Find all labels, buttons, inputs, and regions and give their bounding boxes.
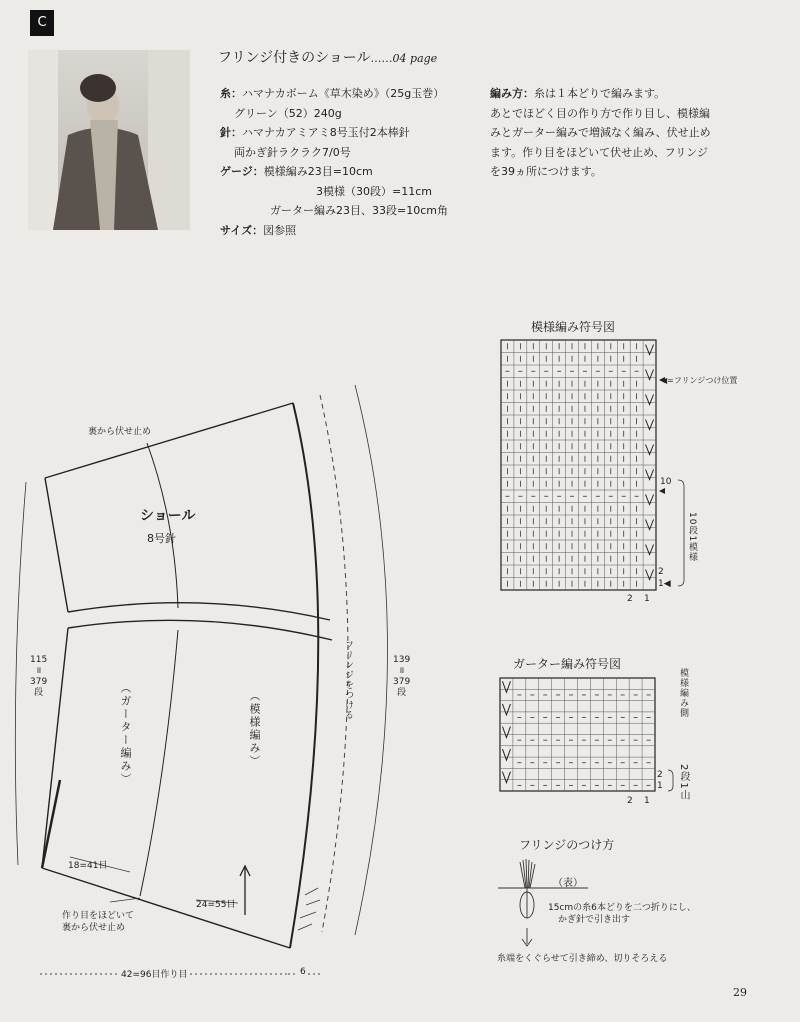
needle-size: 8号針 [147, 532, 176, 545]
needle-label: 針： [220, 126, 242, 139]
chart1-row-2: 2 [658, 567, 664, 577]
right-measure-rows: 379 [393, 677, 411, 687]
bottom-note-2: 裏から伏せ止め [62, 923, 126, 933]
left-measure-unit: 段 [34, 688, 44, 698]
chart1-col-1: 1 [644, 594, 650, 604]
method-line-2: あとでほどく目の作り方で作り目し、模様編 [490, 106, 710, 120]
bottom-note-1: 作り目をほどいて [62, 911, 135, 921]
chart1-row-1: 1◀ [658, 579, 671, 589]
left-measure-cm: 115 [30, 655, 48, 665]
fringe-step-1 [548, 902, 696, 926]
page-number: 29 [733, 986, 747, 999]
chart1-row-10: 10 [660, 477, 672, 487]
garter-label: （ガーター編み） [119, 682, 132, 786]
title-text: フリンジ付きのショール [218, 50, 371, 66]
stitch-count-24: 24=55目 [196, 900, 236, 910]
gauge-label: ゲージ： [220, 165, 264, 178]
chart2-col-1: 1 [644, 796, 650, 806]
size-label: サイズ： [220, 223, 264, 237]
fringe-face-label: （表） [553, 878, 583, 889]
size-text: 図参照 [263, 223, 297, 237]
fringe-position-legend: ◀=フリンジつけ位置 [661, 376, 738, 385]
chart1-col-2: 2 [627, 594, 633, 604]
yarn-text: ハマナカボーム《草木染め》（25g玉巻） [242, 87, 445, 100]
shawl-title: ショール [140, 508, 196, 524]
right-measure-cm: 139 [393, 655, 411, 665]
fringe-attach-note: フリンジをつける [343, 640, 353, 720]
fringe-title: フリンジのつけ方 [519, 838, 615, 852]
chart2-row-1: 1 [657, 781, 663, 791]
method-line-3: みとガーター編みで増減なく編み、伏せ止め [490, 126, 711, 139]
method-line-4: ます。作り目をほどいて伏せ止め、フリンジ [490, 145, 708, 159]
chart2-repeat: 2段1山 [678, 764, 689, 801]
gauge-line-3: ガーター編み23目、33段=10cm角 [270, 204, 448, 217]
left-measure-eq: ॥ [35, 666, 42, 676]
page-reference: ……04 page [370, 52, 438, 65]
fringe-offset: 6 [300, 967, 306, 977]
stitch-count-18: 18=41目 [68, 861, 108, 871]
fringe-note-1: 15cmの糸6本どりを二つ折りにし、 [548, 903, 696, 913]
right-measure-unit: 段 [397, 688, 407, 698]
top-bindoff-note: 裏から伏せ止め [88, 427, 152, 437]
method-label: 編み方： [490, 87, 534, 100]
right-measure-eq: ॥ [398, 666, 405, 676]
chart2-row-2: 2 [657, 770, 663, 780]
cast-on-count: 42=96目作り目 [118, 967, 190, 980]
chart1-repeat: 10段1模様 [687, 512, 697, 563]
garter-chart-side: 模様編み側 [678, 668, 688, 718]
yarn-color: グリーン（52）240g [234, 106, 342, 120]
pattern-label: （模様編み） [248, 690, 261, 768]
crochet-text: 両かぎ針ラクラク7/0号 [234, 145, 351, 159]
left-measure-rows: 379 [30, 677, 48, 687]
gauge-line-1: 模様編み23目=10cm [263, 165, 373, 178]
fringe-step-2: 糸端をくぐらせて引き締め、切りそろえる [497, 954, 668, 964]
method-line-5: を39ヵ所につけます。 [490, 165, 602, 178]
pattern-chart-title: 模様編み符号図 [531, 320, 616, 334]
yarn-label: 糸： [220, 87, 242, 100]
fringe-note-2: かぎ針で引き出す [558, 915, 631, 925]
garter-chart-title: ガーター編み符号図 [513, 657, 622, 671]
gauge-line-2: 3模様（30段）=11cm [316, 184, 432, 198]
chart2-col-2: 2 [627, 796, 633, 806]
needle-text: ハマナカアミアミ8号玉付2本棒針 [242, 126, 410, 139]
method-line-1: 糸は１本どりで編みます。 [534, 87, 666, 100]
section-tab: C [30, 10, 54, 36]
